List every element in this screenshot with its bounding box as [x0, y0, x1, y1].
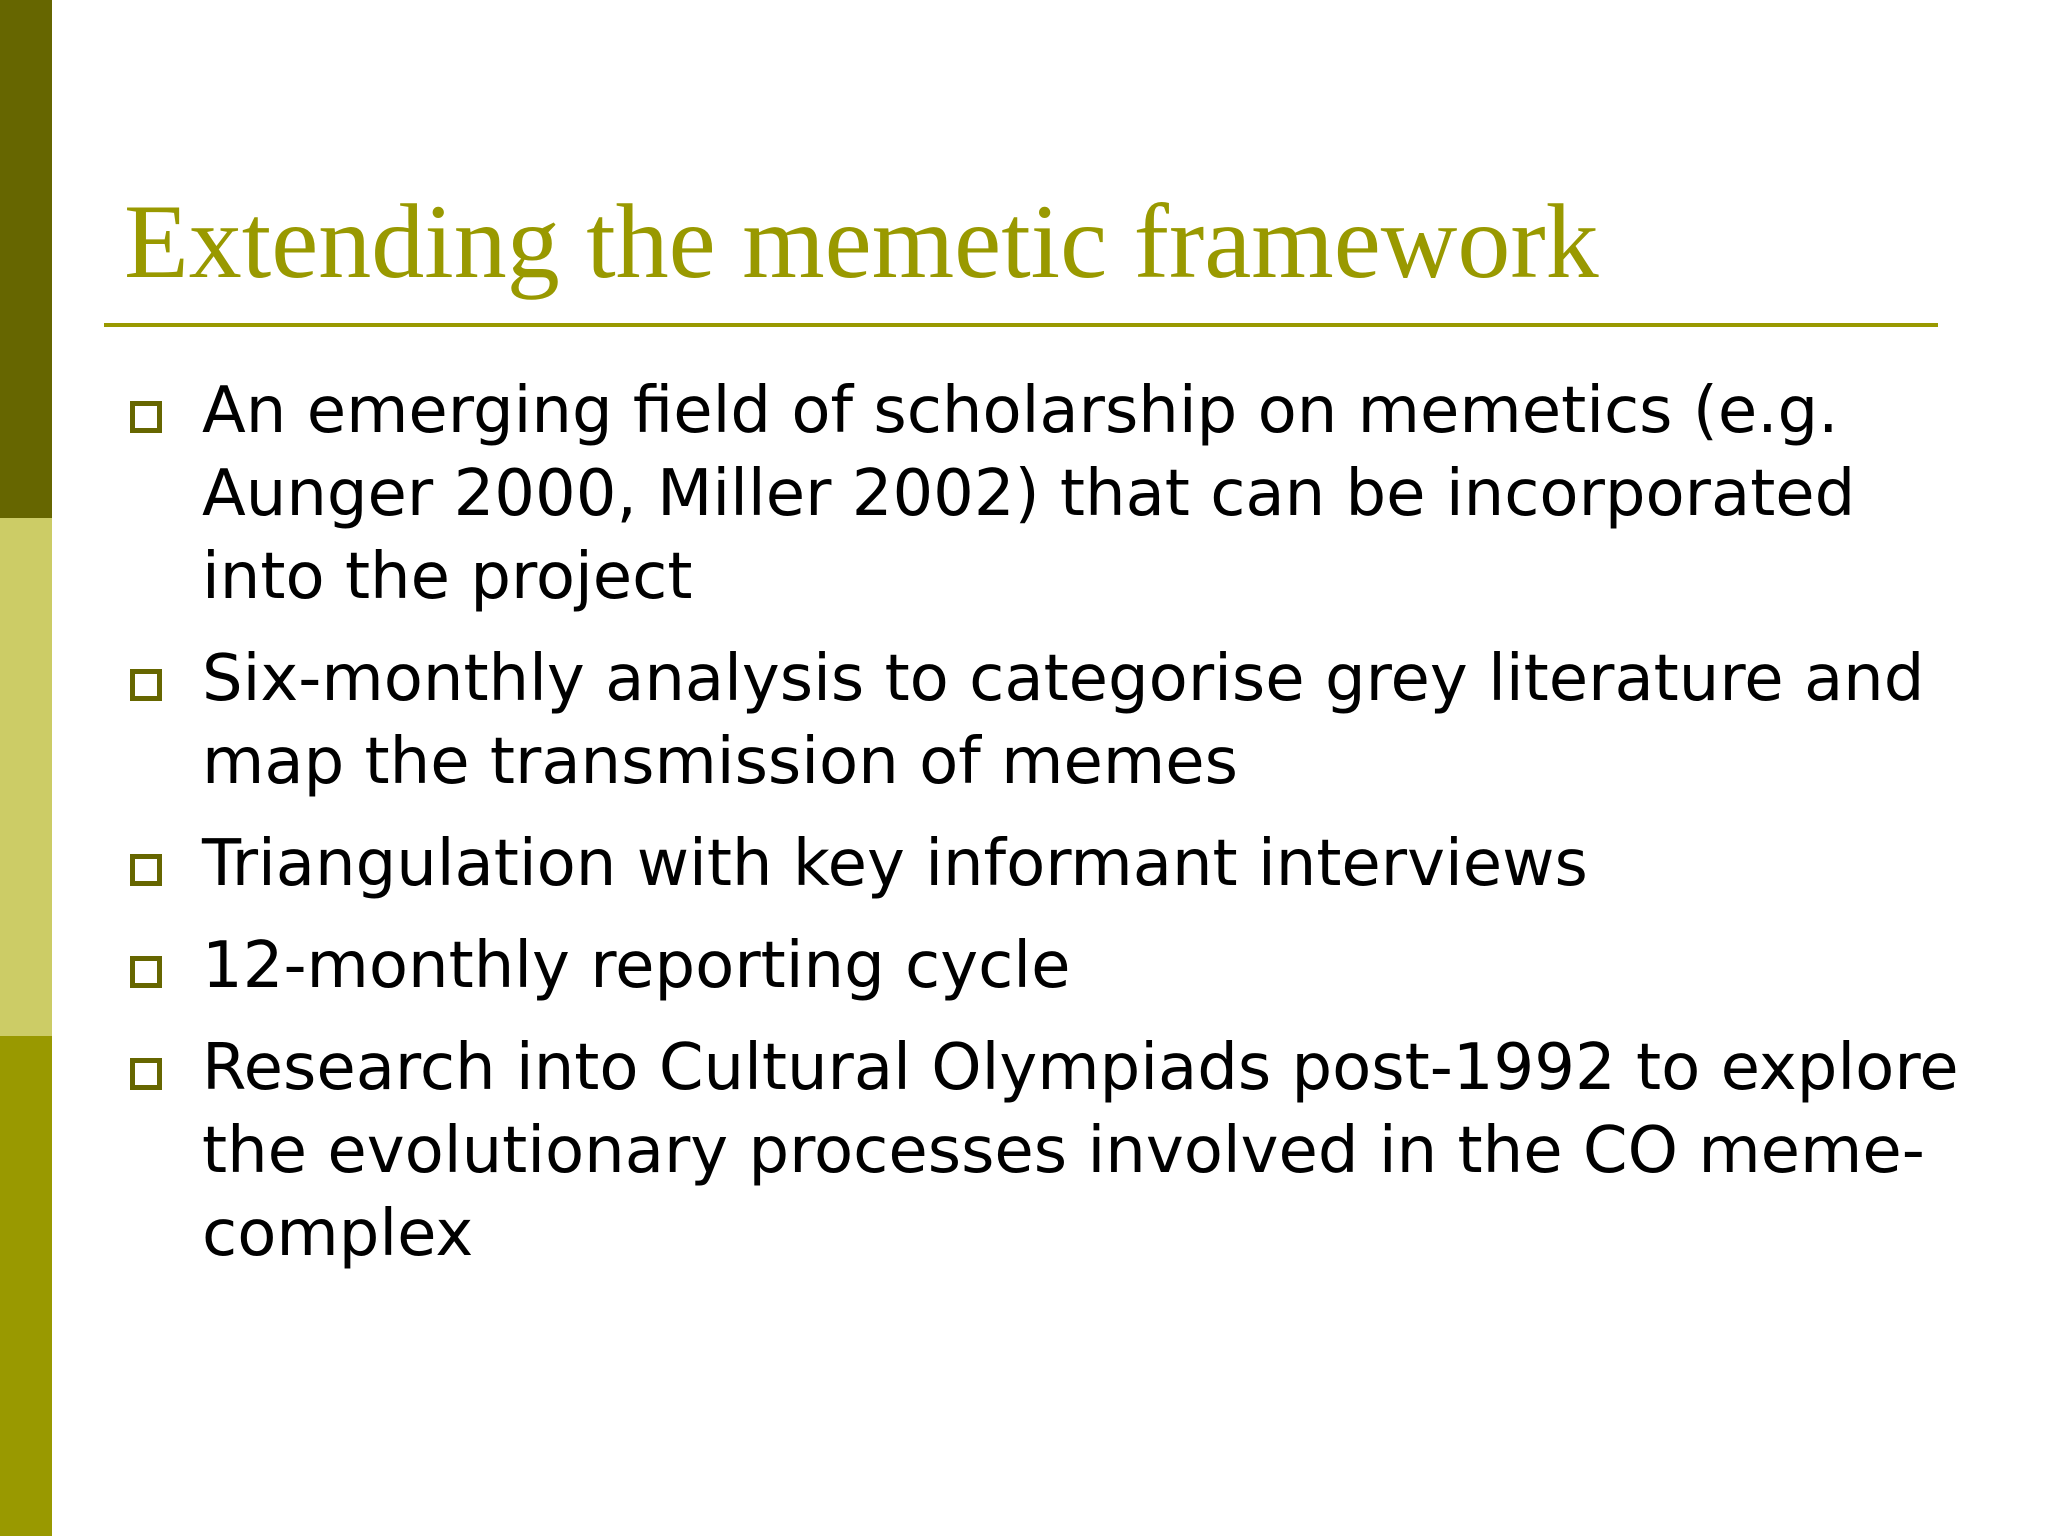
bullet-text: An emerging field of scholarship on memetics (e.g. Aunger 2000, Miller 2002) that can be incorporated into the project: [202, 374, 1856, 614]
side-bar-middle-segment: [0, 518, 52, 1036]
hollow-square-icon: [130, 669, 162, 701]
side-bar-bottom-segment: [0, 1036, 52, 1536]
side-bar-top-segment: [0, 0, 52, 518]
slide-title: Extending the memetic framework: [124, 183, 1599, 300]
hollow-square-icon: [130, 1058, 162, 1090]
bullet-item: [124, 370, 1984, 619]
bullet-text: 12-monthly reporting cycle: [202, 929, 1071, 1003]
bullet-list: [124, 370, 1984, 1295]
side-accent-bar: [0, 0, 52, 1536]
bullet-item: [124, 638, 1984, 804]
title-underline: [104, 323, 1938, 327]
bullet-item: [124, 925, 1984, 1008]
hollow-square-icon: [130, 956, 162, 988]
bullet-item: [124, 1027, 1984, 1276]
bullet-text: Six-monthly analysis to categorise grey literature and map the transmission of memes: [202, 642, 1925, 799]
bullet-item: [124, 823, 1984, 906]
bullet-text: Triangulation with key informant interviews: [202, 827, 1588, 901]
hollow-square-icon: [130, 401, 162, 433]
bullet-text: Research into Cultural Olympiads post-1992 to explore the evolutionary processes involved in the CO meme-complex: [202, 1031, 1959, 1271]
hollow-square-icon: [130, 854, 162, 886]
